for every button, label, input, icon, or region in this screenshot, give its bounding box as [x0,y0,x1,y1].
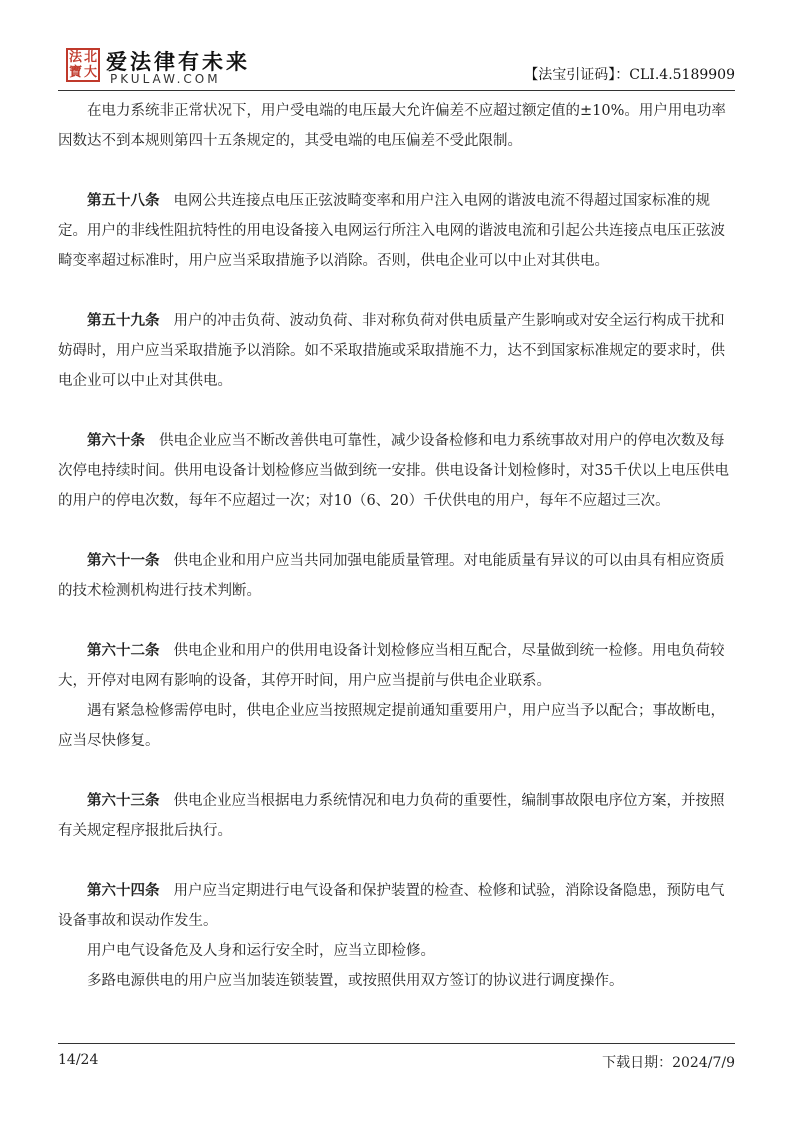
article-paragraph: 多路电源供电的用户应当加装连锁装置，或按照供用双方签订的协议进行调度操作。 [87,973,624,989]
article-paragraph: 用户电气设备危及人身和运行安全时，应当立即检修。 [87,943,435,959]
article-59 [58,306,735,396]
article-60 [58,426,735,516]
footer-divider [58,1043,735,1044]
intro-paragraph: 在电力系统非正常状况下，用户受电端的电压最大允许偏差不应超过额定值的±10%。用户用电功率因数达不到本规则第四十五条规定的，其受电端的电压偏差不受此限制。 [58,103,726,149]
article-title: 第五十八条 [87,193,160,209]
article-paragraph [58,426,735,516]
article-58 [58,186,735,276]
seal-char: 大 [83,65,97,80]
seal-char: 法 [68,50,82,65]
article-paragraph [58,306,735,396]
article-title: 第五十九条 [87,313,160,329]
article-title: 第六十四条 [87,883,160,899]
article-text: 用户应当定期进行电气设备和保护装置的检查、检修和试验，消除设备隐患，预防电气设备事故和误动作发生。 [58,883,725,929]
article-paragraph [58,546,735,606]
page-number: 14/24 [58,1052,99,1068]
article-paragraph [58,636,735,696]
citation-value: CLI.4.5189909 [629,67,735,83]
citation-label: 【法宝引证码】： [524,67,630,83]
article-text: 供电企业和用户应当共同加强电能质量管理。对电能质量有异议的可以由具有相应资质的技术检测机构进行技术判断。 [58,553,725,599]
page-header [58,42,735,90]
article-title: 第六十二条 [87,643,160,659]
article-text: 供电企业和用户的供用电设备计划检修应当相互配合，尽量做到统一检修。用电负荷较大，开停对电网有影响的设备，其停开时间，用户应当提前与供电企业联系。 [58,643,725,689]
citation-code [524,64,735,84]
pkulaw-seal-logo [66,48,100,82]
logo-subtitle: PKULAW.COM [110,72,221,86]
article-paragraph [58,786,735,846]
article-63 [58,786,735,846]
logo-title: 爱法律有未来 [106,49,250,74]
article-62 [58,636,735,756]
article-title: 第六十三条 [87,793,160,809]
article-title: 第六十一条 [87,553,160,569]
download-date: 下载日期：2024/7/9 [602,1055,735,1071]
article-text: 供电企业应当不断改善供电可靠性，减少设备检修和电力系统事故对用户的停电次数及每次停电持续时间。供用电设备计划检修应当做到统一安排。供电设备计划检修时，对35千伏以上电压供电的用户的停电次数，每年不应超过一次；对10（6、20）千伏供电的用户，每年不应超过三次。 [58,433,729,509]
header-divider [58,90,735,91]
article-paragraph: 遇有紧急检修需停电时，供电企业应当按照规定提前通知重要用户，用户应当予以配合；事故断电，应当尽快修复。 [58,703,725,749]
seal-char: 寶 [68,65,82,80]
article-61 [58,546,735,606]
document-body [58,96,735,996]
article-paragraph [58,186,735,276]
article-text: 用户的冲击负荷、波动负荷、非对称负荷对供电质量产生影响或对安全运行构成干扰和妨碍时，用户应当采取措施予以消除。如不采取措施或采取措施不力，达不到国家标准规定的要求时，供电企业可以中止对其供电。 [58,313,725,389]
article-paragraph [58,876,735,936]
article-title: 第六十条 [87,433,145,449]
seal-char: 北 [83,50,97,65]
article-64 [58,876,735,996]
article-text: 电网公共连接点电压正弦波畸变率和用户注入电网的谐波电流不得超过国家标准的规定。用户的非线性阻抗特性的用电设备接入电网运行所注入电网的谐波电流和引起公共连接点电压正弦波畸变率超过标准时，用户应当采取措施予以消除。否则，供电企业可以中止对其供电。 [58,193,725,269]
article-text: 供电企业应当根据电力系统情况和电力负荷的重要性，编制事故限电序位方案，并按照有关规定程序报批后执行。 [58,793,725,839]
